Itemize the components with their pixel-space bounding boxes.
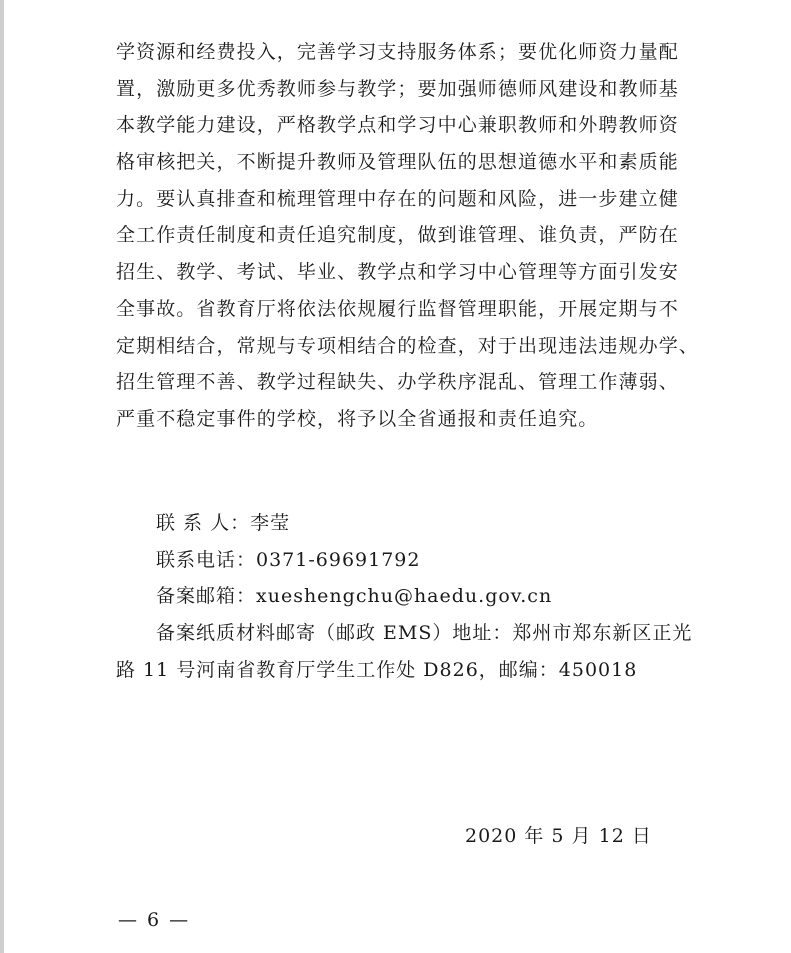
- body-line: 本教学能力建设，严格教学点和学习中心兼职教师和外聘教师资: [116, 114, 679, 137]
- contact-address-line-1: 备案纸质材料邮寄（邮政 EMS）地址：郑州市郑东新区正光: [156, 622, 693, 645]
- body-line: 学资源和经费投入，完善学习支持服务体系；要优化师资力量配: [116, 41, 679, 63]
- contact-address-line-2: 路 11 号河南省教育厅学生工作处 D826，邮编：450018: [116, 658, 638, 681]
- page-number: — 6 —: [118, 909, 191, 931]
- contact-person: 联 系 人：李莹: [156, 512, 291, 534]
- body-line: 置，激励更多优秀教师参与教学；要加强师德师风建设和教师基: [116, 77, 679, 100]
- body-line: 定期相结合，常规与专项相结合的检查，对于出现违法违规办学、: [116, 334, 699, 357]
- body-line: 招生、教学、考试、毕业、教学点和学习中心管理等方面引发安: [116, 261, 679, 284]
- body-line: 格审核把关，不断提升教师及管理队伍的思想道德水平和素质能: [116, 151, 679, 174]
- contact-block: [116, 505, 700, 688]
- body-line: 全事故。省教育厅将依法依规履行监督管理职能，开展定期与不: [116, 297, 679, 320]
- contact-phone: 联系电话：0371-69691792: [156, 548, 421, 571]
- body-paragraph: [116, 34, 700, 438]
- page-edge-shadow: [0, 0, 4, 953]
- body-line: 力。要认真排查和梳理管理中存在的问题和风险，进一步建立健: [116, 187, 679, 210]
- body-line: 严重不稳定事件的学校，将予以全省通报和责任追究。: [116, 407, 599, 430]
- body-line: 招生管理不善、教学过程缺失、办学秩序混乱、管理工作薄弱、: [116, 371, 679, 394]
- document-date: 2020 年 5 月 12 日: [465, 825, 652, 847]
- contact-email: 备案邮箱：xueshengchu@haedu.gov.cn: [156, 585, 553, 608]
- body-line: 全工作责任制度和责任追究制度，做到谁管理、谁负责，严防在: [116, 224, 679, 247]
